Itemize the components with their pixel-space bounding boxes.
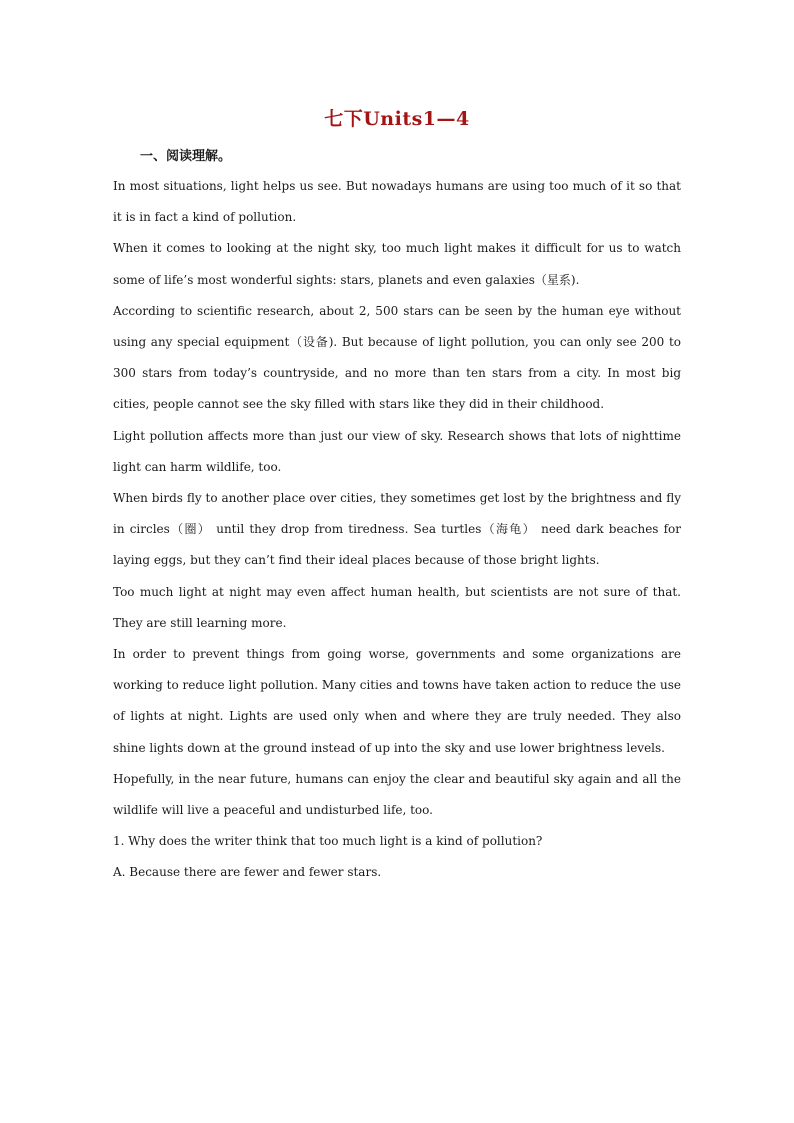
paragraph: In order to prevent things from going worse, governments and some organizations are working to reduce light pollution. Many cities and towns have taken action to reduce the use of lights at night. Lights are used only when and where they are truly needed. They also shine lights down at the ground instead of up into the sky and use lower brightness levels.: [113, 647, 681, 755]
paragraph: When it comes to looking at the night sky, too much light makes it difficult for us to watch some of life’s most wonderful sights: stars, planets and even galaxies（星系).: [113, 241, 681, 287]
paragraph: When birds fly to another place over cities, they sometimes get lost by the brightness and fly in circles（圈） until they drop from tiredness. Sea turtles（海龟） need dark beaches for laying eggs, but they can’t find their ideal places because of those bright lights.: [113, 491, 681, 568]
question-1-option-a: A. Because there are fewer and fewer stars.: [113, 865, 382, 880]
question-1: 1. Why does the writer think that too much light is a kind of pollution?: [113, 834, 543, 849]
paragraph: Light pollution affects more than just our view of sky. Research shows that lots of nighttime light can harm wildlife, too.: [113, 428, 681, 474]
paragraph: In most situations, light helps us see. But nowadays humans are using too much of it so that it is in fact a kind of pollution.: [113, 179, 681, 225]
page-title: 七下Units1—4: [324, 108, 470, 130]
paragraph: Hopefully, in the near future, humans can enjoy the clear and beautiful sky again and all the wildlife will live a peaceful and undisturbed life, too.: [113, 771, 681, 818]
section-heading: 一、阅读理解。: [140, 149, 232, 164]
reading-passage: [113, 171, 681, 889]
paragraph: According to scientific research, about 2, 500 stars can be seen by the human eye without using any special equipment（设备). But because of light pollution, you can only see 200 to 300 stars from today’s countryside, and no more than ten stars from a city. In most big cities, people cannot see the sky filled with stars like they did in their childhood.: [113, 303, 681, 412]
paragraph: Too much light at night may even affect human health, but scientists are not sure of that. They are still learning more.: [113, 584, 681, 630]
